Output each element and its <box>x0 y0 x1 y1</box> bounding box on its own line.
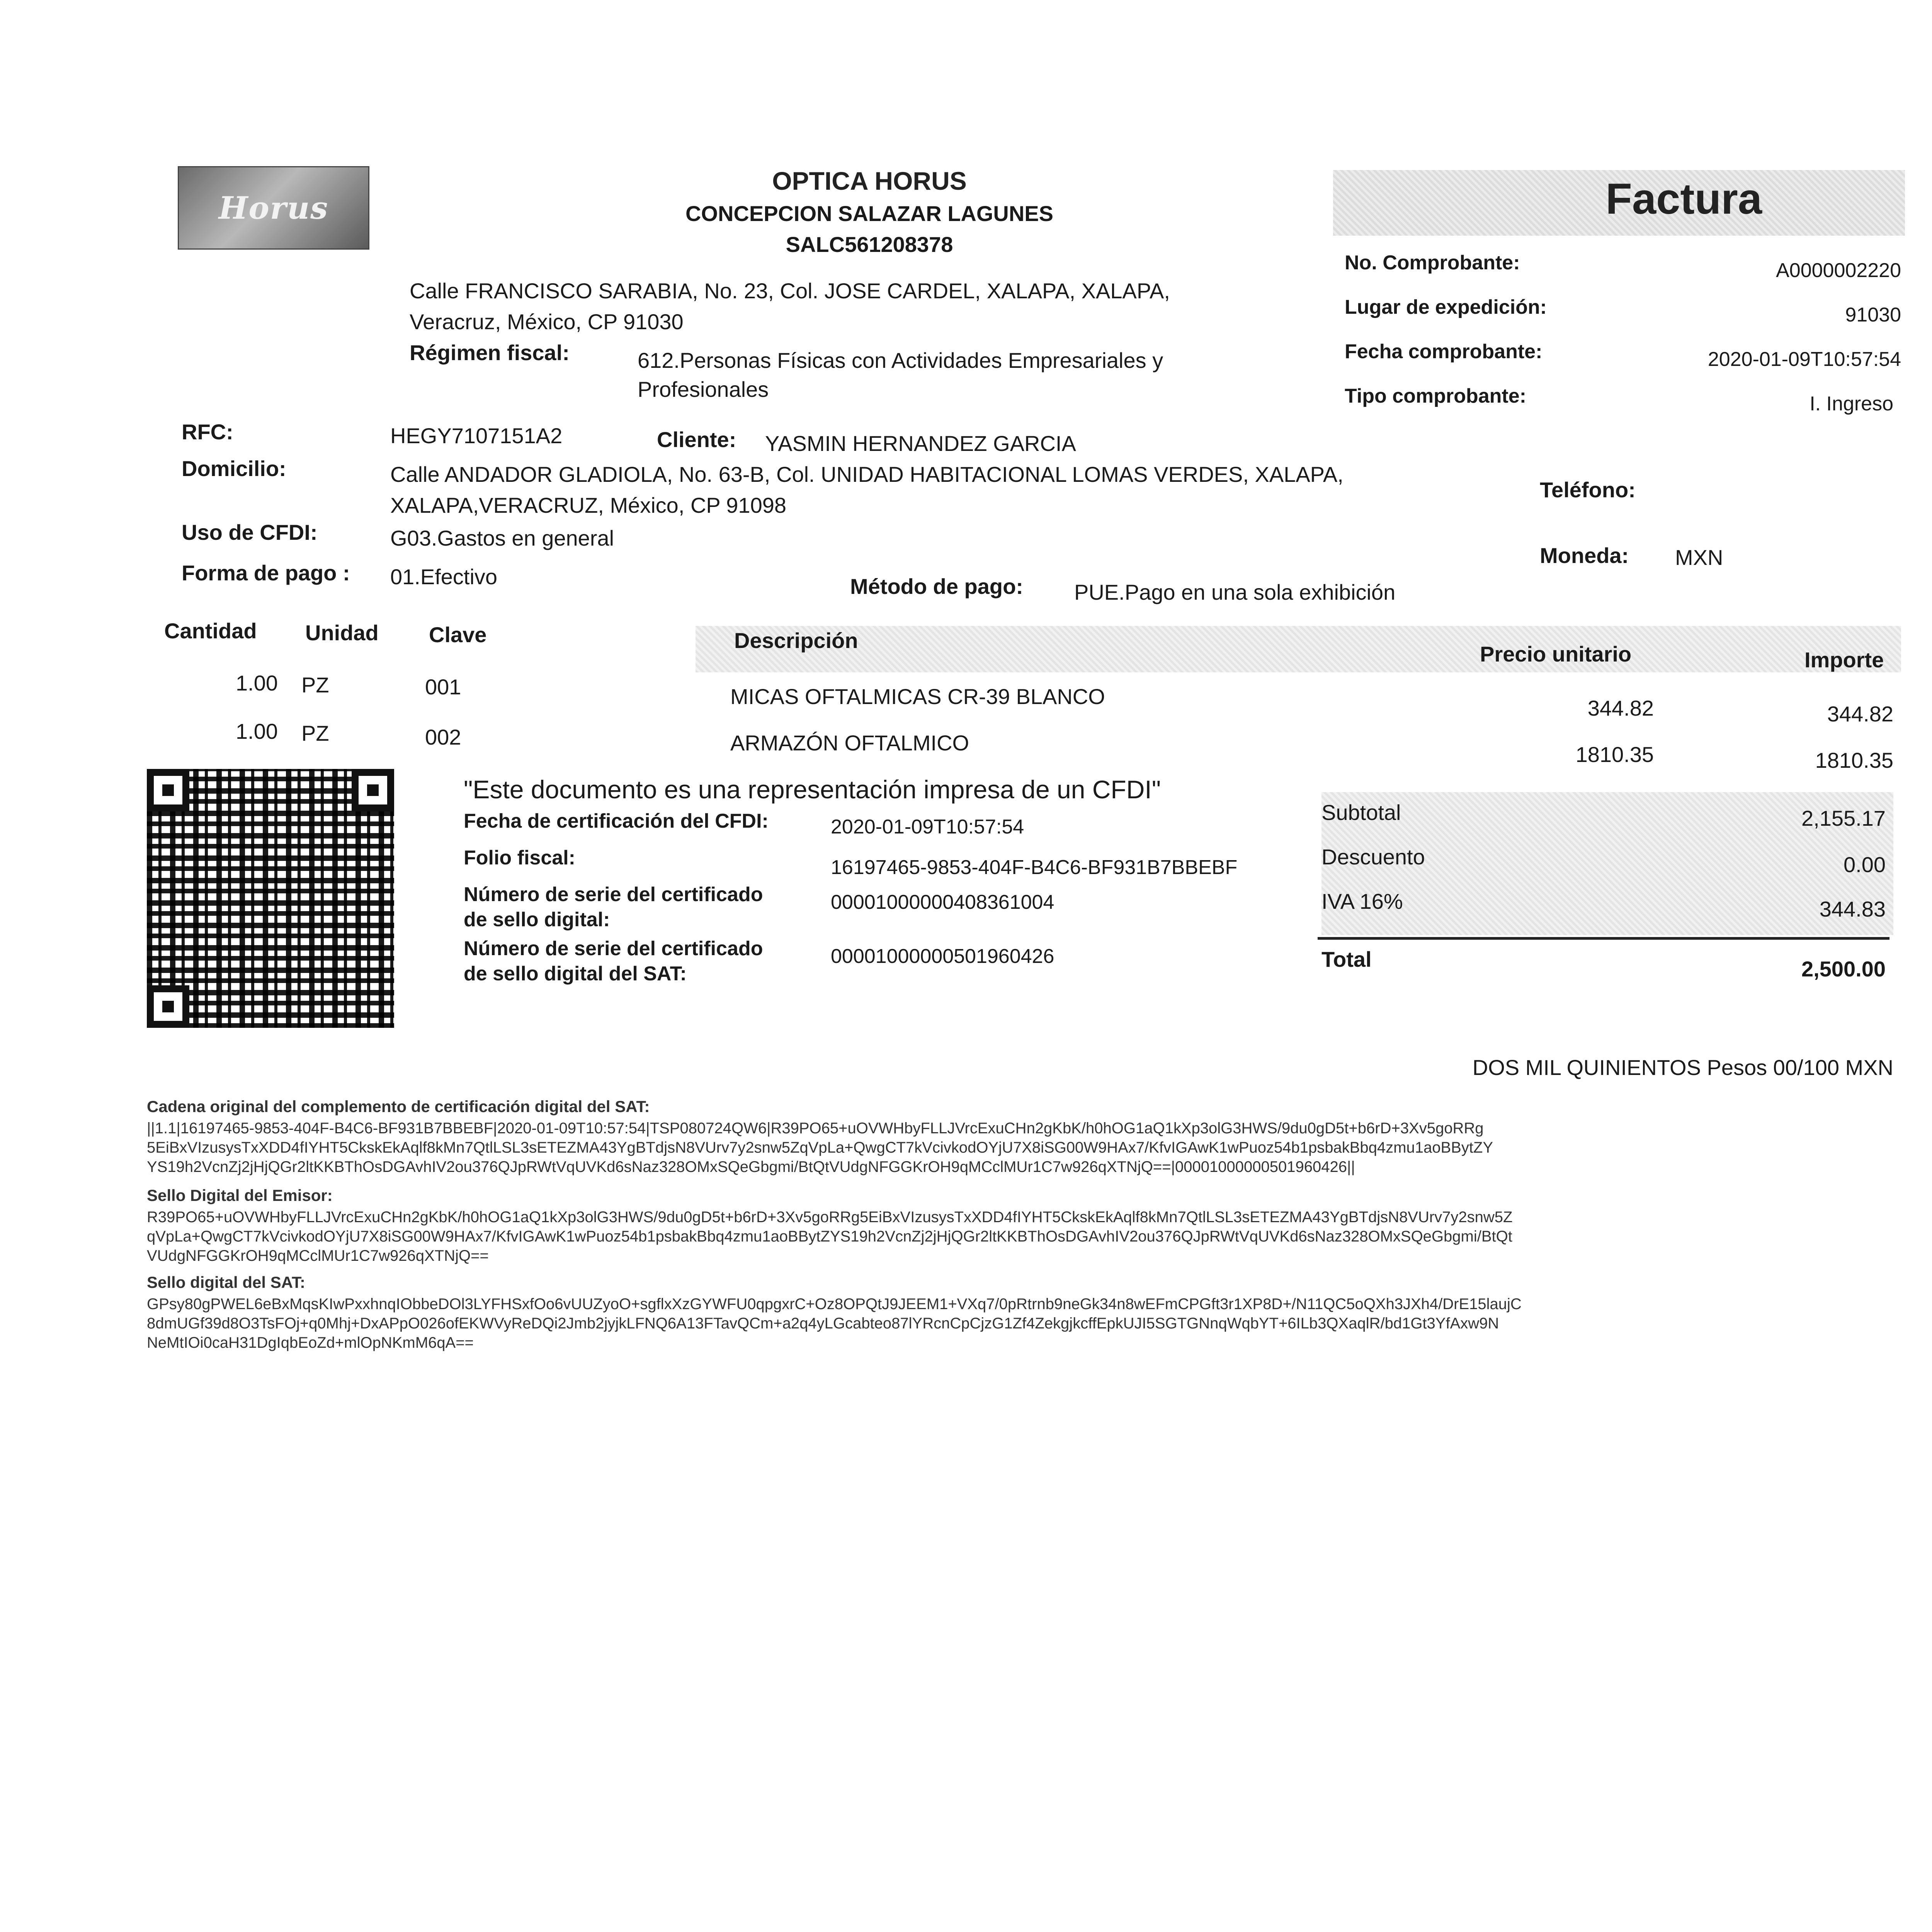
uso-cfdi-value: G03.Gastos en general <box>390 526 614 550</box>
sello-sat-line3: NeMtIOi0caH31DgIqbEoZd+mlOpNKmM6qA== <box>147 1334 474 1351</box>
sello-sat-line1: GPsy80gPWEL6eBxMqsKIwPxxhnqIObbeDOl3LYFHSxfOo6vUUZyoO+sgflxXzGYWFU0qpgxrC+Oz8OPQtJ9JEEM1+VXq7/0pRtrnb9neGk34n8wEFmCPGft3r1XP8D+/N11QC5oQXh3JXh4/DrE15laujC <box>147 1296 1522 1313</box>
owner-name: CONCEPCION SALAZAR LAGUNES <box>685 201 1054 226</box>
serie-cert-value: 00001000000408361004 <box>831 891 1054 913</box>
sello-emisor-line1: R39PO65+uOVWHbyFLLJVrcExuCHn2gKbK/h0hOG1aQ1kXp3olG3HWS/9du0gD5t+b6rD+3Xv5goRRg5EiBxVIzusysTxXDD4fIYHT5CkskEkAqlf8kMn7QtlLSL3sETEZMA43YgBTdjsN8VUrv7y2snw5Z <box>147 1209 1513 1226</box>
invoice-title-banner <box>1333 170 1905 236</box>
cliente-value: YASMIN HERNANDEZ GARCIA <box>765 431 1076 456</box>
fecha-comprobante-label: Fecha comprobante: <box>1345 340 1543 363</box>
serie-sat-label-1: Número de serie del certificado <box>464 937 763 960</box>
descuento-value: 0.00 <box>1844 852 1886 877</box>
row2-descripcion: ARMAZÓN OFTALMICO <box>730 731 969 755</box>
row2-precio: 1810.35 <box>1575 742 1654 767</box>
tipo-comprobante-value: I. Ingreso <box>1810 393 1893 415</box>
cert-date-value: 2020-01-09T10:57:54 <box>831 816 1024 838</box>
lugar-label: Lugar de expedición: <box>1345 296 1547 318</box>
row2-clave: 002 <box>425 725 461 749</box>
col-cantidad: Cantidad <box>164 619 257 643</box>
comprobante-no-value: A0000002220 <box>1776 259 1901 282</box>
total-label: Total <box>1321 947 1372 971</box>
col-importe: Importe <box>1804 648 1884 672</box>
folio-fiscal-label: Folio fiscal: <box>464 847 575 869</box>
descuento-label: Descuento <box>1321 845 1425 869</box>
row2-cantidad: 1.00 <box>236 719 278 743</box>
logo-text: Horus <box>218 190 329 226</box>
metodo-pago-label: Método de pago: <box>850 574 1023 599</box>
cadena-original-label: Cadena original del complemento de certificación digital del SAT: <box>147 1097 650 1116</box>
issuer-address-line1: Calle FRANCISCO SARABIA, No. 23, Col. JOSE CARDEL, XALAPA, XALAPA, <box>410 279 1170 303</box>
issuer-address-line2: Veracruz, México, CP 91030 <box>410 310 684 334</box>
comprobante-no-label: No. Comprobante: <box>1345 252 1520 274</box>
cfdi-representation-note: "Este documento es una representación impresa de un CFDI" <box>464 775 1161 804</box>
folio-fiscal-value: 16197465-9853-404F-B4C6-BF931B7BBEBF <box>831 856 1238 879</box>
row1-importe: 344.82 <box>1827 702 1893 726</box>
qr-finder-top-left <box>147 769 189 811</box>
telefono-label: Teléfono: <box>1540 478 1636 502</box>
company-logo <box>178 166 369 250</box>
subtotal-value: 2,155.17 <box>1801 806 1886 830</box>
row1-unidad: PZ <box>301 673 329 697</box>
row1-precio: 344.82 <box>1587 696 1654 720</box>
qr-finder-top-right <box>352 769 394 811</box>
serie-sat-value: 00001000000501960426 <box>831 945 1054 968</box>
invoice-title: Factura <box>1605 175 1762 223</box>
fecha-comprobante-value: 2020-01-09T10:57:54 <box>1708 348 1901 371</box>
total-value: 2,500.00 <box>1801 957 1886 981</box>
row1-cantidad: 1.00 <box>236 671 278 695</box>
row2-importe: 1810.35 <box>1815 748 1893 772</box>
row1-descripcion: MICAS OFTALMICAS CR-39 BLANCO <box>730 684 1105 709</box>
cadena-original-line2: 5EiBxVIzusysTxXDD4fIYHT5CkskEkAqlf8kMn7QtlLSL3sETEZMA43YgBTdjsN8VUrv7y2snw5ZqVpLa+QwgCT7kVcivkodOYjU7X8iSG00W9HAx7/KfvIGAwK1wPuoz54b1psbakBbq4zmu1aoBBytZY <box>147 1139 1493 1156</box>
amount-in-words: DOS MIL QUINIENTOS Pesos 00/100 MXN <box>1472 1055 1893 1080</box>
table-header-shade <box>696 626 1901 672</box>
moneda-label: Moneda: <box>1540 543 1629 568</box>
tipo-comprobante-label: Tipo comprobante: <box>1345 385 1526 407</box>
serie-cert-label-1: Número de serie del certificado <box>464 883 763 906</box>
forma-pago-label: Forma de pago : <box>182 561 350 585</box>
sello-sat-line2: 8dmUGf39d8O3TsFOj+q0Mhj+DxAPpO026ofEKWVyReDQi2Jmb2jyjkLFNQ6A13FTavQCm+a2q4yLGcabteo87lYRcnCpCjzG1Zf4ZekgjkcffEpkUJI5SGTGNnqWqbYT+6ILb3QXaqlR/bd1Gt3YfAxw9N <box>147 1315 1499 1332</box>
iva-label: IVA 16% <box>1321 889 1403 913</box>
moneda-value: MXN <box>1675 545 1723 570</box>
regimen-label: Régimen fiscal: <box>410 340 570 365</box>
cliente-label: Cliente: <box>657 427 736 452</box>
lugar-value: 91030 <box>1845 304 1901 326</box>
row2-unidad: PZ <box>301 721 329 745</box>
rfc-value: HEGY7107151A2 <box>390 423 563 448</box>
iva-value: 344.83 <box>1819 897 1886 921</box>
serie-sat-label-2: de sello digital del SAT: <box>464 963 687 985</box>
domicilio-label: Domicilio: <box>182 456 286 481</box>
col-unidad: Unidad <box>305 621 379 645</box>
regimen-line2: Profesionales <box>638 377 769 401</box>
uso-cfdi-label: Uso de CFDI: <box>182 520 318 544</box>
sello-emisor-line2: qVpLa+QwgCT7kVcivkodOYjU7X8iSG00W9HAx7/KfvIGAwK1wPuoz54b1psbakBbq4zmu1aoBBytZYS19h2VcnZj2jHjQGr2ltKKBThOsDGAvhIV2ou376QJpRWtVqUVKd6sNaz328OMxSQeGbgmi/BtQt <box>147 1228 1512 1245</box>
col-precio-unitario: Precio unitario <box>1480 642 1632 666</box>
regimen-line1: 612.Personas Físicas con Actividades Empresariales y <box>638 348 1163 372</box>
subtotal-label: Subtotal <box>1321 800 1401 825</box>
sello-sat-label: Sello digital del SAT: <box>147 1273 305 1291</box>
col-clave: Clave <box>429 622 487 647</box>
totals-divider <box>1318 937 1889 940</box>
col-descripcion: Descripción <box>734 628 858 653</box>
metodo-pago-value: PUE.Pago en una sola exhibición <box>1074 580 1396 604</box>
rfc-label: RFC: <box>182 420 233 444</box>
cert-date-label: Fecha de certificación del CFDI: <box>464 810 769 832</box>
qr-code <box>147 769 394 1028</box>
issuer-rfc: SALC561208378 <box>786 232 953 257</box>
forma-pago-value: 01.Efectivo <box>390 565 498 589</box>
sello-emisor-line3: VUdgNFGGKrOH9qMCclMUr1C7w926qXTNjQ== <box>147 1247 489 1264</box>
domicilio-line2: XALAPA,VERACRUZ, México, CP 91098 <box>390 493 787 517</box>
cadena-original-line1: ||1.1|16197465-9853-404F-B4C6-BF931B7BBEBF|2020-01-09T10:57:54|TSP080724QW6|R39PO65+uOVWHbyFLLJVrcExuCHn2gKbK/h0hOG1aQ1kXp3olG3HWS/9du0gD5t+b6rD+3Xv5goRRg <box>147 1120 1484 1137</box>
cadena-original-line3: YS19h2VcnZj2jHjQGr2ltKKBThOsDGAvhIV2ou376QJpRWtVqUVKd6sNaz328OMxSQeGbgmi/BtQtVUdgNFGGKrOH9qMCclMUr1C7w926qXTNjQ==|00001000000501960426|| <box>147 1158 1355 1175</box>
serie-cert-label-2: de sello digital: <box>464 908 610 931</box>
row1-clave: 001 <box>425 675 461 699</box>
company-name: OPTICA HORUS <box>772 167 967 195</box>
domicilio-line1: Calle ANDADOR GLADIOLA, No. 63-B, Col. UNIDAD HABITACIONAL LOMAS VERDES, XALAPA, <box>390 462 1344 486</box>
qr-finder-bottom-left <box>147 985 189 1028</box>
sello-emisor-label: Sello Digital del Emisor: <box>147 1186 333 1204</box>
